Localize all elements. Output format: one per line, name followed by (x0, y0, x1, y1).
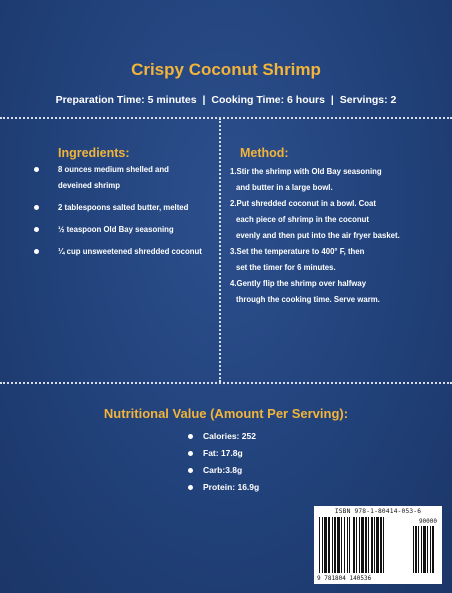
barcode-bar (383, 517, 384, 573)
prep-time: Preparation Time: 5 minutes (55, 94, 197, 106)
barcode-bar (347, 517, 348, 573)
barcode-bar (368, 517, 369, 573)
barcode-bar (349, 517, 350, 573)
cook-time: Cooking Time: 6 hours (211, 94, 325, 106)
isbn-number: ISBN 978-1-80414-053-6 (334, 508, 422, 515)
bullet-icon (188, 468, 193, 473)
nutrition-item: Carb:3.8g (188, 465, 259, 482)
bottom-divider (0, 382, 452, 384)
barcode-bar (374, 517, 375, 573)
ingredient-item: 2 tablespoons salted butter, melted (30, 202, 215, 214)
barcode-bar (334, 517, 336, 573)
barcode-bar (356, 517, 357, 573)
addon-digits: 90000 (418, 518, 437, 525)
ingredient-item: ¼ cup unsweetened shredded coconut (30, 246, 215, 258)
meta-separator: | (330, 94, 334, 106)
bullet-icon (34, 227, 39, 232)
nutrition-list (188, 431, 259, 499)
ean-digits: 9 781804 140536 (317, 575, 372, 582)
method-step: 1.Stir the shrimp with Old Bay seasoning and butter in a large bowl. (230, 167, 382, 192)
method-step: 3.Set the temperature to 400° F, then set the timer for 6 minutes. (230, 247, 365, 272)
barcode-bar (359, 517, 360, 573)
barcode-addon-bar (423, 526, 426, 573)
recipe-meta (0, 94, 452, 106)
bullet-icon (34, 205, 39, 210)
barcode-bar (322, 517, 323, 573)
barcode-bar (376, 517, 379, 573)
barcode-bar (380, 517, 382, 573)
nutrition-heading: Nutritional Value (Amount Per Serving): (103, 406, 349, 421)
bullet-icon (188, 451, 193, 456)
barcode-addon-bar (418, 526, 419, 573)
ingredients-heading: Ingredients: (58, 146, 130, 160)
nutrition-item: Fat: 17.8g (188, 448, 259, 465)
barcode-addon-bar (427, 526, 428, 573)
method-step: 2.Put shredded coconut in a bowl. Coat each piece of shrimp in the coconut evenly and then put into the air fryer basket. (230, 199, 400, 240)
isbn-barcode (314, 506, 442, 584)
method-heading: Method: (240, 146, 289, 160)
barcode-icon (317, 517, 439, 575)
method-step: 4.Gently flip the shrimp over halfway through the cooking time. Serve warm. (230, 279, 380, 304)
barcode-bar (365, 517, 367, 573)
bullet-icon (188, 434, 193, 439)
ingredients-list (30, 164, 215, 268)
column-divider (219, 118, 221, 382)
servings: Servings: 2 (339, 94, 397, 106)
barcode-bar (319, 517, 320, 573)
barcode-bar (328, 517, 330, 573)
barcode-addon-bar (413, 526, 414, 573)
method-steps (230, 164, 440, 308)
barcode-bar (361, 517, 364, 573)
nutrition-item: Calories: 252 (188, 431, 259, 448)
recipe-title: Crispy Coconut Shrimp (131, 60, 321, 79)
nutrition-item: Protein: 16.9g (188, 482, 259, 499)
meta-separator: | (202, 94, 206, 106)
barcode-bar (332, 517, 333, 573)
ingredient-item: ½ teaspoon Old Bay seasoning (30, 224, 215, 236)
top-divider (0, 117, 452, 119)
bullet-icon (34, 249, 39, 254)
barcode-addon-bar (415, 526, 417, 573)
barcode-addon-bar (430, 526, 431, 573)
barcode-bar (371, 517, 373, 573)
barcode-bar (341, 517, 342, 573)
barcode-addon-bar (421, 526, 422, 573)
bullet-icon (188, 485, 193, 490)
bullet-icon (34, 167, 39, 172)
barcode-bar (324, 517, 327, 573)
barcode-bar (353, 517, 355, 573)
barcode-addon-bar (432, 526, 434, 573)
ingredient-item: 8 ounces medium shelled and deveined shrimp (30, 164, 215, 192)
barcode-bar (337, 517, 340, 573)
barcode-bar (344, 517, 345, 573)
